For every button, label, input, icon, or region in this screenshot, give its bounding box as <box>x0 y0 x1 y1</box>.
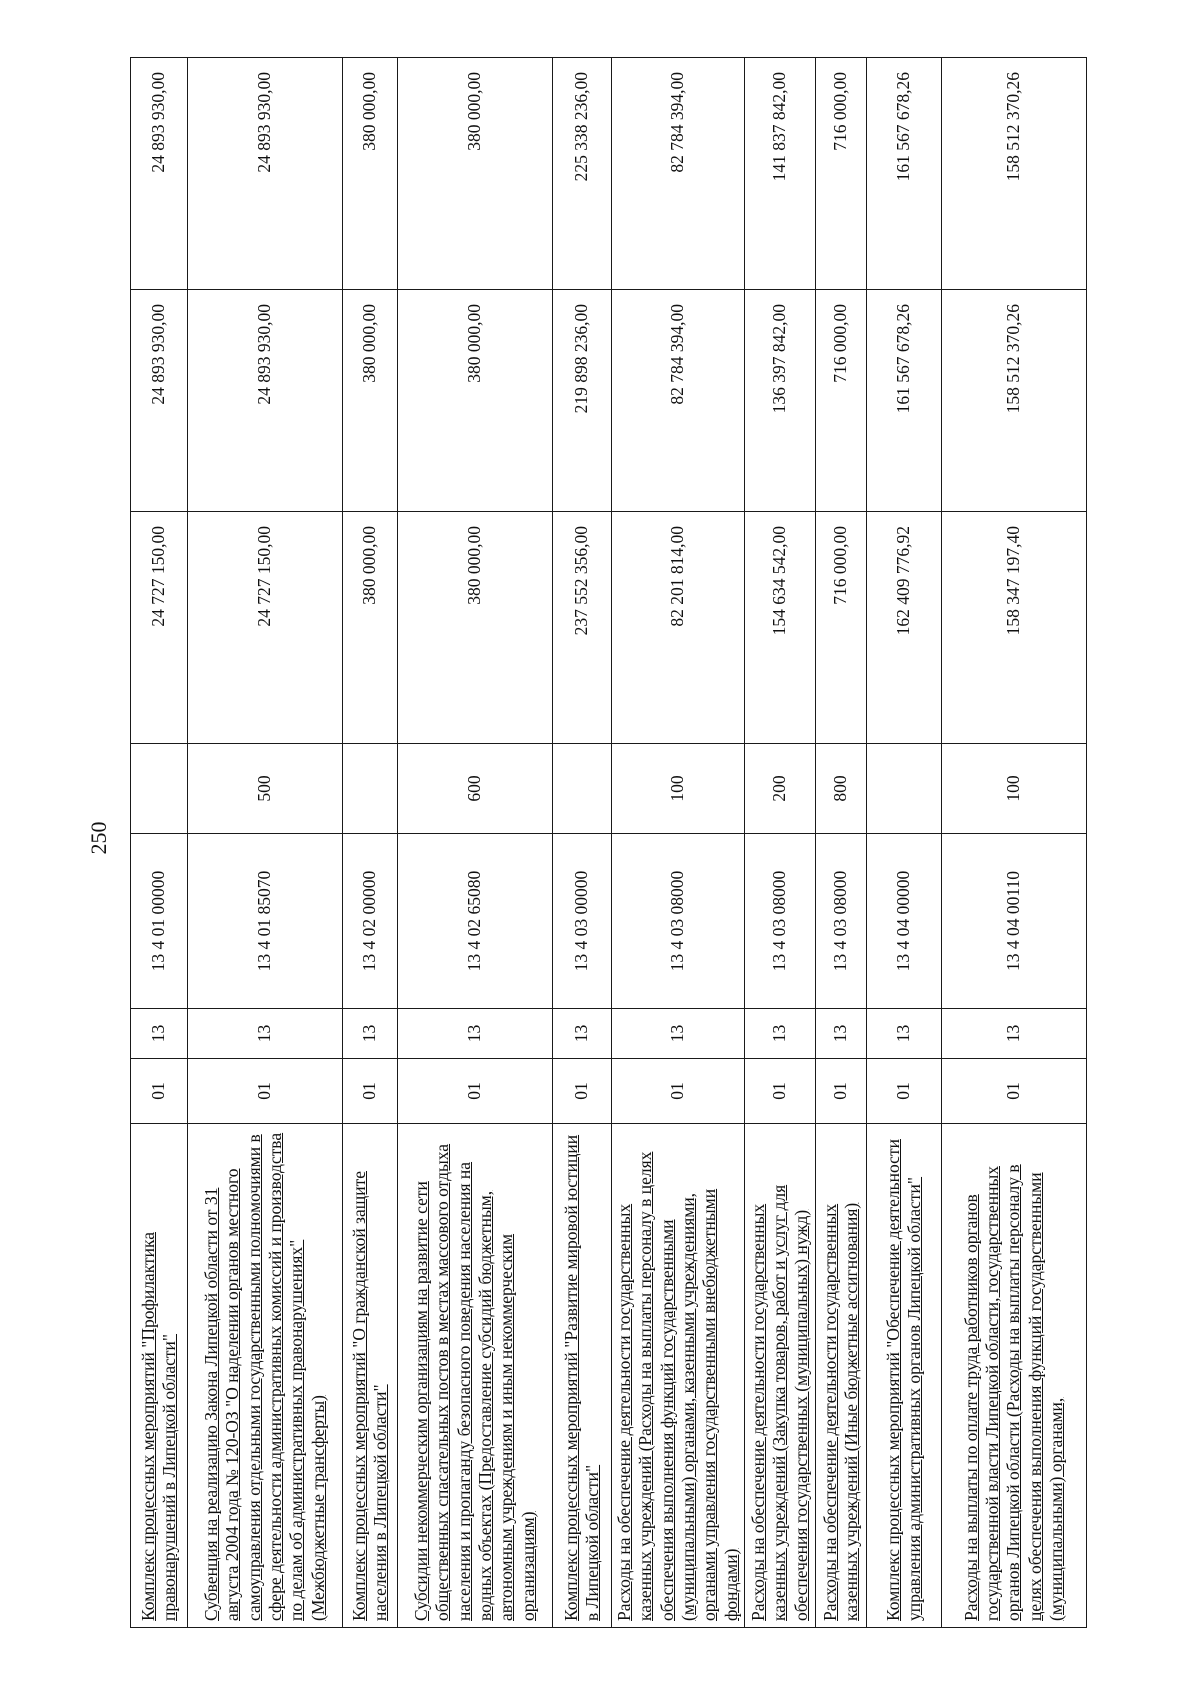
sum-year-3: 24 893 930,00 <box>188 58 343 290</box>
table-row <box>553 58 612 1628</box>
table-row <box>131 58 188 1628</box>
sum-year-1: 24 727 150,00 <box>131 512 188 744</box>
target-article: 13 4 04 00000 <box>867 834 942 1009</box>
section-code: 13 <box>816 1009 867 1059</box>
expense-type: 600 <box>398 744 553 834</box>
expense-type <box>867 744 942 834</box>
expense-type <box>131 744 188 834</box>
page-number: 250 <box>86 821 111 855</box>
expense-type: 200 <box>745 744 816 834</box>
row-name: Расходы на обеспечение деятельности государственных казенных учреждений (Иные бюджетные ассигнования) <box>816 1124 867 1628</box>
sum-year-3: 380 000,00 <box>343 58 398 290</box>
row-name: Расходы на выплаты по оплате труда работников органов государственной власти Липецкой области, государственных органов Липецкой области (Расходы на выплаты персоналу в целях обеспечения выполнения функций государственными (муниципальными) органами, <box>942 1124 1087 1628</box>
table-row <box>816 58 867 1628</box>
sum-year-1: 380 000,00 <box>398 512 553 744</box>
table-row <box>188 58 343 1628</box>
target-article: 13 4 03 08000 <box>745 834 816 1009</box>
row-name: Комплекс процессных мероприятий "Профилактика правонарушений в Липецкой области" <box>131 1124 188 1628</box>
budget-table <box>130 57 1087 1628</box>
table-row <box>398 58 553 1628</box>
sum-year-1: 82 201 814,00 <box>612 512 745 744</box>
table-row <box>745 58 816 1628</box>
row-name: Субсидии некоммерческим организациям на развитие сети общественных спасательных постов в местах массового отдыха населения и пропаганду безопасного поведения населения на водных объектах (Предоставление субсидий бюджетным, автономным учреждениям и иным некоммерческим организациям) <box>398 1124 553 1628</box>
sum-year-1: 380 000,00 <box>343 512 398 744</box>
ministry-code: 01 <box>553 1059 612 1124</box>
section-code: 13 <box>343 1009 398 1059</box>
sum-year-1: 24 727 150,00 <box>188 512 343 744</box>
sum-year-3: 24 893 930,00 <box>131 58 188 290</box>
row-name: Комплекс процессных мероприятий "Развитие мировой юстиции в Липецкой области" <box>553 1124 612 1628</box>
sum-year-2: 380 000,00 <box>343 290 398 512</box>
expense-type: 800 <box>816 744 867 834</box>
sum-year-3: 158 512 370,26 <box>942 58 1087 290</box>
section-code: 13 <box>942 1009 1087 1059</box>
section-code: 13 <box>188 1009 343 1059</box>
sum-year-1: 154 634 542,00 <box>745 512 816 744</box>
sum-year-2: 24 893 930,00 <box>131 290 188 512</box>
sum-year-3: 82 784 394,00 <box>612 58 745 290</box>
table-row <box>942 58 1087 1628</box>
target-article: 13 4 01 00000 <box>131 834 188 1009</box>
sum-year-3: 141 837 842,00 <box>745 58 816 290</box>
row-name: Расходы на обеспечение деятельности государственных казенных учреждений (Закупка товаров, работ и услуг для обеспечения государственных (муниципальных) нужд) <box>745 1124 816 1628</box>
ministry-code: 01 <box>343 1059 398 1124</box>
table-row <box>343 58 398 1628</box>
sum-year-1: 162 409 776,92 <box>867 512 942 744</box>
ministry-code: 01 <box>816 1059 867 1124</box>
ministry-code: 01 <box>398 1059 553 1124</box>
ministry-code: 01 <box>745 1059 816 1124</box>
section-code: 13 <box>131 1009 188 1059</box>
ministry-code: 01 <box>867 1059 942 1124</box>
sum-year-2: 136 397 842,00 <box>745 290 816 512</box>
sum-year-2: 380 000,00 <box>398 290 553 512</box>
ministry-code: 01 <box>942 1059 1087 1124</box>
expense-type: 100 <box>612 744 745 834</box>
target-article: 13 4 02 65080 <box>398 834 553 1009</box>
section-code: 13 <box>398 1009 553 1059</box>
target-article: 13 4 04 00110 <box>942 834 1087 1009</box>
sum-year-1: 158 347 197,40 <box>942 512 1087 744</box>
row-name: Комплекс процессных мероприятий "О гражданской защите населения в Липецкой области" <box>343 1124 398 1628</box>
sum-year-2: 219 898 236,00 <box>553 290 612 512</box>
expense-type <box>343 744 398 834</box>
ministry-code: 01 <box>131 1059 188 1124</box>
expense-type <box>553 744 612 834</box>
section-code: 13 <box>745 1009 816 1059</box>
section-code: 13 <box>867 1009 942 1059</box>
sum-year-1: 716 000,00 <box>816 512 867 744</box>
rotated-table-container <box>130 58 1087 1628</box>
section-code: 13 <box>612 1009 745 1059</box>
table-row <box>867 58 942 1628</box>
expense-type: 100 <box>942 744 1087 834</box>
sum-year-3: 161 567 678,26 <box>867 58 942 290</box>
target-article: 13 4 01 85070 <box>188 834 343 1009</box>
target-article: 13 4 02 00000 <box>343 834 398 1009</box>
ministry-code: 01 <box>188 1059 343 1124</box>
sum-year-2: 82 784 394,00 <box>612 290 745 512</box>
target-article: 13 4 03 08000 <box>612 834 745 1009</box>
section-code: 13 <box>553 1009 612 1059</box>
row-name: Комплекс процессных мероприятий "Обеспечение деятельности управления административных органов Липецкой области" <box>867 1124 942 1628</box>
table-row <box>612 58 745 1628</box>
row-name: Расходы на обеспечение деятельности государственных казенных учреждений (Расходы на выплаты персоналу в целях обеспечения выполнения функций государственными (муниципальными) органами, казенными учреждениями, органами управления государственными внебюджетными фондами) <box>612 1124 745 1628</box>
ministry-code: 01 <box>612 1059 745 1124</box>
expense-type: 500 <box>188 744 343 834</box>
sum-year-2: 161 567 678,26 <box>867 290 942 512</box>
target-article: 13 4 03 08000 <box>816 834 867 1009</box>
sum-year-2: 24 893 930,00 <box>188 290 343 512</box>
sum-year-2: 716 000,00 <box>816 290 867 512</box>
sum-year-3: 716 000,00 <box>816 58 867 290</box>
row-name: Субвенция на реализацию Закона Липецкой области от 31 августа 2004 года № 120-ОЗ "О наделении органов местного самоуправления отдельными государственными полномочиями в сфере деятельности административных комиссий и производства по делам об административных правонарушениях" (Межбюджетные трансферты) <box>188 1124 343 1628</box>
target-article: 13 4 03 00000 <box>553 834 612 1009</box>
sum-year-3: 225 338 236,00 <box>553 58 612 290</box>
sum-year-2: 158 512 370,26 <box>942 290 1087 512</box>
sum-year-1: 237 552 356,00 <box>553 512 612 744</box>
sum-year-3: 380 000,00 <box>398 58 553 290</box>
